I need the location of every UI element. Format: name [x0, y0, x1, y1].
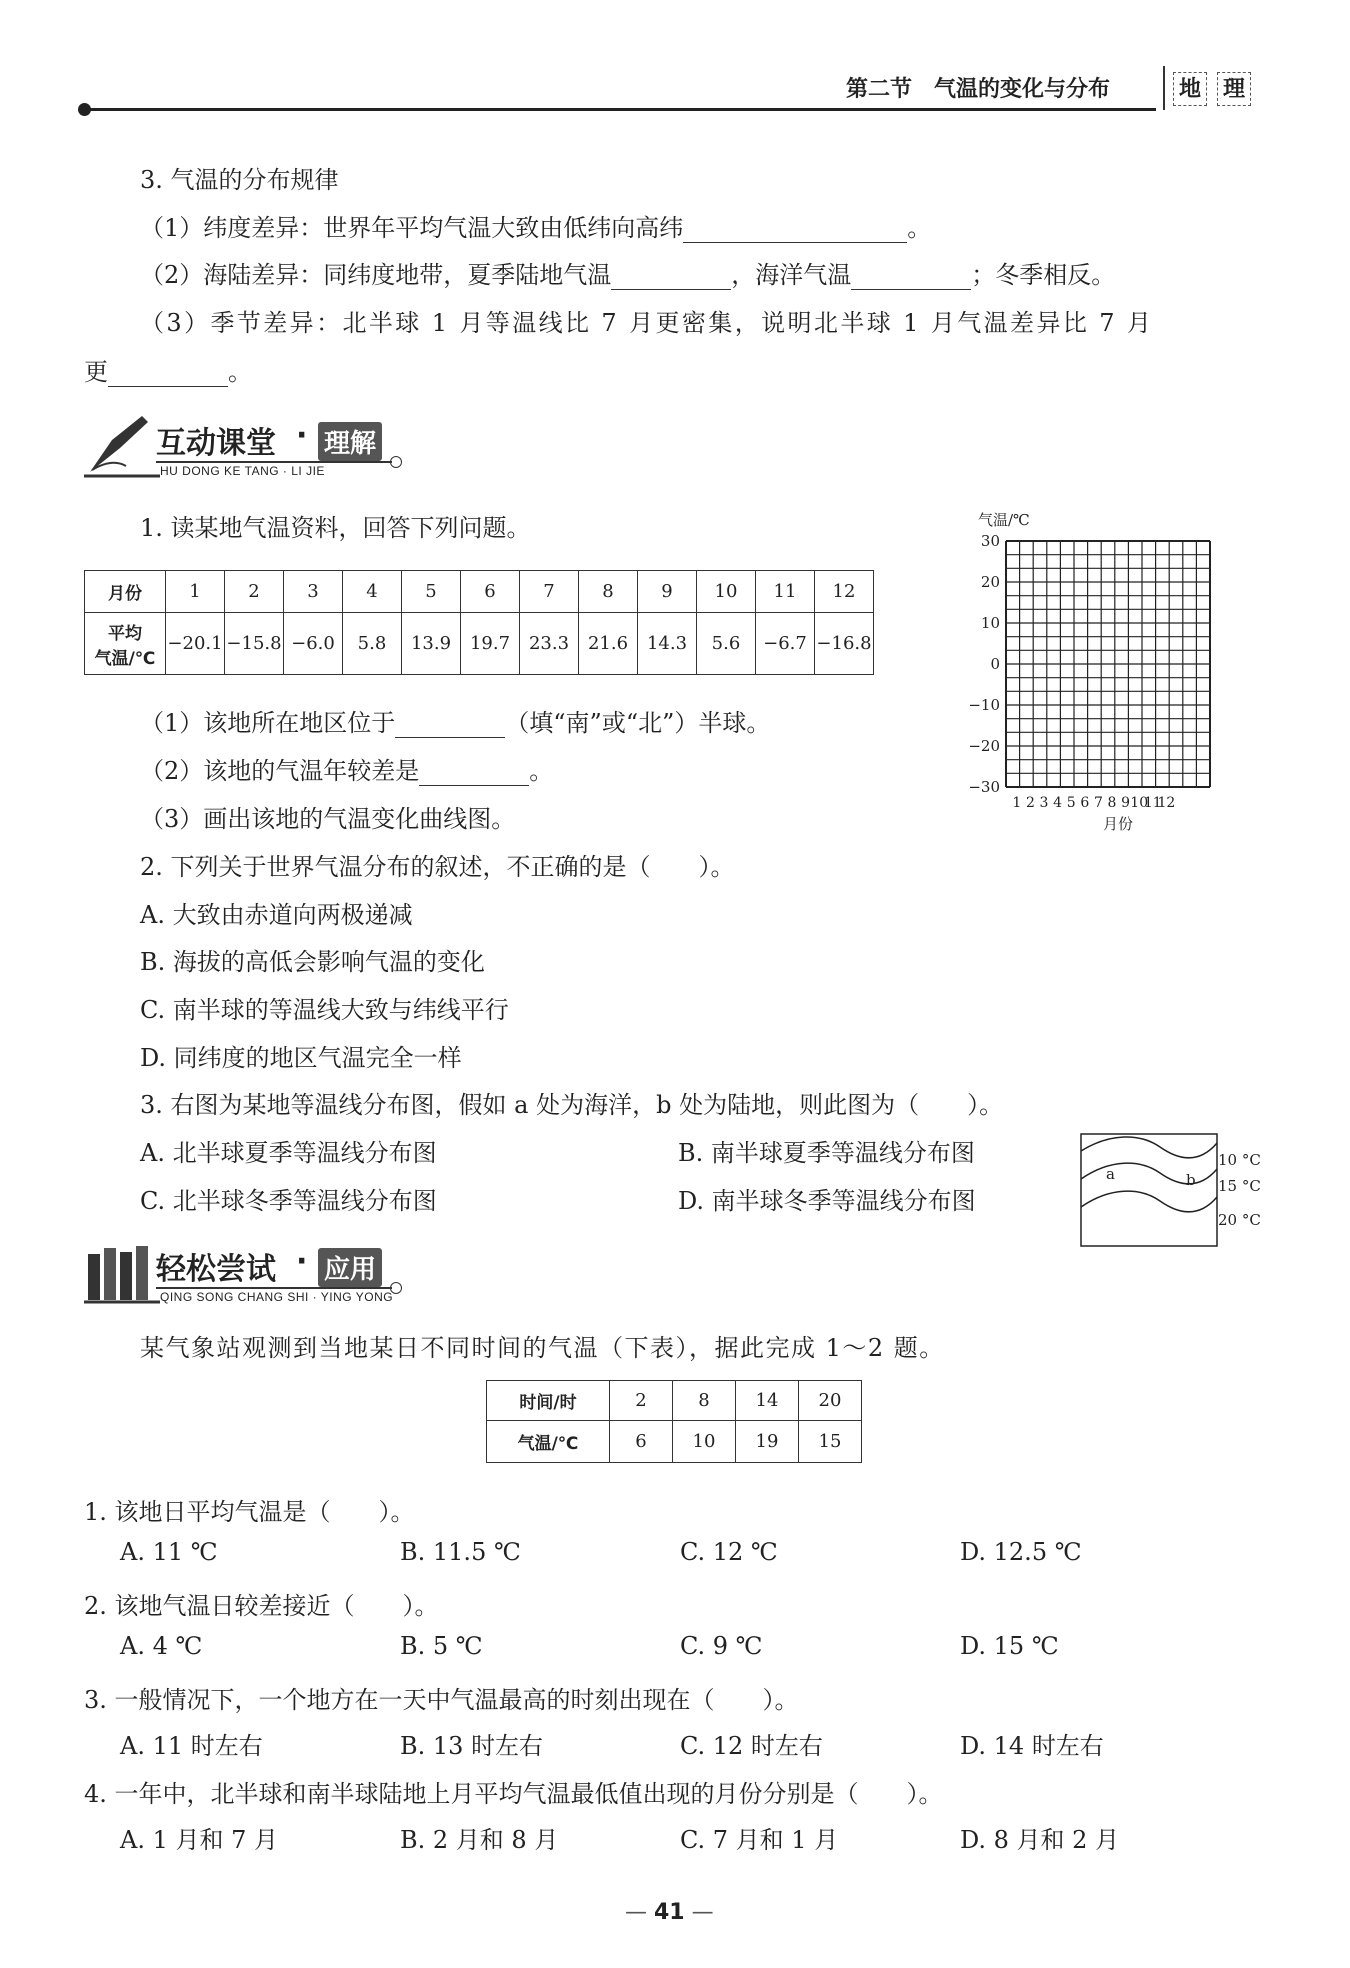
- section-title: 轻松尝试: [156, 1252, 276, 1287]
- x-tick-label: 8: [1107, 795, 1117, 811]
- x-tick-label: 9: [1121, 795, 1131, 811]
- table-cell-month: 11: [756, 571, 815, 613]
- table-header-time: 时间/时: [487, 1381, 610, 1421]
- table-cell-month: 6: [461, 571, 520, 613]
- y-tick-label: 20: [980, 573, 1000, 591]
- y-axis-label: 气温/℃: [978, 511, 1030, 529]
- table-cell-temp: −6.7: [756, 613, 815, 675]
- section-subtitle: QING SONG CHANG SHI · YING YONG: [160, 1290, 394, 1304]
- table-cell-month: 5: [402, 571, 461, 613]
- subject-box: [1163, 66, 1265, 110]
- q3-option-d[interactable]: D. 南半球冬季等温线分布图: [678, 1187, 976, 1215]
- table-cell-temp: 5.6: [697, 613, 756, 675]
- q3-stem: 3. 右图为某地等温线分布图，假如 a 处为海洋，b 处为陆地，则此图为（ ）。: [140, 1091, 1004, 1119]
- x-tick-label: 11: [1143, 795, 1162, 811]
- section-badge: 理解: [318, 422, 382, 461]
- table-cell-temp: −20.1: [166, 613, 225, 675]
- section-banner-practice: [82, 1236, 412, 1308]
- isotherm-figure: [1080, 1133, 1266, 1247]
- p4-option-c[interactable]: C. 7 月和 1 月: [680, 1826, 839, 1854]
- p2-stem: 2. 该地气温日较差接近（ ）。: [84, 1592, 439, 1620]
- point-a-label: a: [1106, 1165, 1115, 1183]
- intro-line-2: （2）海陆差异：同纬度地带，夏季陆地气温 ，海洋气温 ；冬季相反。: [140, 261, 1116, 289]
- table-cell-temp: 19: [736, 1421, 799, 1463]
- blank[interactable]: [851, 265, 971, 290]
- table-cell-temp: −6.0: [284, 613, 343, 675]
- y-tick-label: 30: [980, 532, 1000, 550]
- section-title: 互动课堂: [156, 426, 276, 461]
- y-tick-label: −20: [968, 737, 1000, 755]
- p4-option-d[interactable]: D. 8 月和 2 月: [960, 1826, 1120, 1854]
- blank[interactable]: [419, 761, 529, 786]
- p2-option-b[interactable]: B. 5 ℃: [400, 1632, 483, 1660]
- p4-option-b[interactable]: B. 2 月和 8 月: [400, 1826, 559, 1854]
- p2-option-a[interactable]: A. 4 ℃: [120, 1632, 203, 1660]
- page-number: — 41 —: [625, 1900, 714, 1925]
- x-tick-label: 7: [1093, 795, 1103, 811]
- table-cell-month: 7: [520, 571, 579, 613]
- q2-option-c[interactable]: C. 南半球的等温线大致与纬线平行: [140, 996, 509, 1024]
- p3-stem: 3. 一般情况下，一个地方在一天中气温最高的时刻出现在（ ）。: [84, 1686, 799, 1714]
- table-cell-temp: 14.3: [638, 613, 697, 675]
- table-cell-month: 12: [815, 571, 874, 613]
- q1-sub-1: （1）该地所在地区位于 （填“南”或“北”）半球。: [140, 709, 771, 737]
- table-cell-temp: 6: [610, 1421, 673, 1463]
- table-cell-month: 3: [284, 571, 343, 613]
- isotherm-label-10: 10 °C: [1218, 1151, 1261, 1169]
- temperature-grid-chart[interactable]: [960, 505, 1260, 835]
- intro-heading: 3. 气温的分布规律: [140, 166, 339, 194]
- daily-temperature-table: [486, 1380, 862, 1463]
- q1-sub-3: （3）画出该地的气温变化曲线图。: [140, 805, 516, 833]
- table-header-month: 月份: [85, 571, 166, 613]
- x-tick-label: 4: [1053, 795, 1063, 811]
- y-tick-label: 0: [990, 655, 1000, 673]
- y-tick-label: −10: [968, 696, 1000, 714]
- y-tick-label: −30: [968, 778, 1000, 796]
- table-cell-temp: 23.3: [520, 613, 579, 675]
- section-dot: ·: [296, 418, 308, 453]
- section-header: 第二节 气温的变化与分布: [846, 76, 1111, 102]
- section-badge: 应用: [318, 1248, 382, 1287]
- q2-option-a[interactable]: A. 大致由赤道向两极递减: [140, 901, 413, 929]
- isotherm-map: [1080, 1133, 1220, 1247]
- section-subtitle: HU DONG KE TANG · LI JIE: [160, 464, 325, 478]
- blank[interactable]: [683, 218, 907, 243]
- q2-stem: 2. 下列关于世界气温分布的叙述，不正确的是（ ）。: [140, 853, 735, 881]
- p1-option-c[interactable]: C. 12 ℃: [680, 1538, 778, 1566]
- p3-option-d[interactable]: D. 14 时左右: [960, 1732, 1104, 1760]
- table-cell-temp: −15.8: [225, 613, 284, 675]
- table-cell-month: 9: [638, 571, 697, 613]
- subject-char-2: 理: [1217, 72, 1251, 106]
- table-cell-month: 10: [697, 571, 756, 613]
- table-cell-temp: 13.9: [402, 613, 461, 675]
- x-tick-label: 3: [1039, 795, 1049, 811]
- table-cell-month: 4: [343, 571, 402, 613]
- blank[interactable]: [395, 713, 505, 738]
- pen-icon: [82, 410, 162, 482]
- table-header-temp: 平均 气温/℃: [85, 613, 166, 675]
- p3-option-b[interactable]: B. 13 时左右: [400, 1732, 544, 1760]
- table-cell-time: 8: [673, 1381, 736, 1421]
- q3-option-a[interactable]: A. 北半球夏季等温线分布图: [140, 1139, 437, 1167]
- subject-char-1: 地: [1173, 72, 1207, 106]
- intro-line-4: 更 。: [84, 358, 252, 386]
- practice-intro: 某气象站观测到当地某日不同时间的气温（下表），据此完成 1～2 题。: [140, 1334, 945, 1362]
- blank[interactable]: [108, 362, 228, 387]
- x-tick-label: 2: [1025, 795, 1035, 811]
- q1-sub-2: （2）该地的气温年较差是 。: [140, 757, 554, 785]
- x-tick-label: 10: [1130, 795, 1149, 811]
- intro-line-1: （1）纬度差异：世界年平均气温大致由低纬向高纬 。: [140, 214, 932, 242]
- blank[interactable]: [611, 265, 731, 290]
- q3-option-b[interactable]: B. 南半球夏季等温线分布图: [678, 1139, 975, 1167]
- x-tick-label: 1: [1012, 795, 1022, 811]
- table-header-temp: 气温/℃: [487, 1421, 610, 1463]
- p4-option-a[interactable]: A. 1 月和 7 月: [120, 1826, 279, 1854]
- x-tick-label: 12: [1157, 795, 1176, 811]
- section-underline: [156, 1287, 392, 1289]
- isotherm-label-20: 20 °C: [1218, 1211, 1261, 1229]
- y-tick-label: 10: [980, 614, 1000, 632]
- p3-option-c[interactable]: C. 12 时左右: [680, 1732, 823, 1760]
- p2-option-d[interactable]: D. 15 ℃: [960, 1632, 1059, 1660]
- isotherm-label-15: 15 °C: [1218, 1177, 1261, 1195]
- books-icon: [82, 1236, 162, 1308]
- table-cell-month: 8: [579, 571, 638, 613]
- table-cell-temp: 5.8: [343, 613, 402, 675]
- x-tick-label: 5: [1066, 795, 1076, 811]
- table-cell-month: 2: [225, 571, 284, 613]
- section-dot: ·: [296, 1244, 308, 1279]
- intro-line-3: （3）季节差异：北半球 1 月等温线比 7 月更密集，说明北半球 1 月气温差异比 7 月: [140, 309, 1154, 337]
- p1-option-b[interactable]: B. 11.5 ℃: [400, 1538, 521, 1566]
- q2-option-d[interactable]: D. 同纬度的地区气温完全一样: [140, 1044, 462, 1072]
- x-axis-label: 月份: [1102, 815, 1134, 833]
- x-tick-label: 6: [1080, 795, 1090, 811]
- table-cell-time: 20: [799, 1381, 862, 1421]
- section-underline-circle: [390, 1282, 402, 1294]
- header-rule: [84, 108, 1156, 111]
- table-cell-time: 2: [610, 1381, 673, 1421]
- section-underline: [156, 461, 392, 463]
- q3-option-c[interactable]: C. 北半球冬季等温线分布图: [140, 1187, 437, 1215]
- point-b-label: b: [1186, 1171, 1196, 1189]
- p1-stem: 1. 该地日平均气温是（ ）。: [84, 1498, 415, 1526]
- q1-stem: 1. 读某地气温资料，回答下列问题。: [140, 514, 531, 542]
- temperature-table: [84, 570, 874, 675]
- table-cell-temp: 10: [673, 1421, 736, 1463]
- q2-option-b[interactable]: B. 海拔的高低会影响气温的变化: [140, 948, 485, 976]
- p2-option-c[interactable]: C. 9 ℃: [680, 1632, 763, 1660]
- p1-option-a[interactable]: A. 11 ℃: [120, 1538, 218, 1566]
- table-cell-temp: 15: [799, 1421, 862, 1463]
- table-cell-temp: −16.8: [815, 613, 874, 675]
- p3-option-a[interactable]: A. 11 时左右: [120, 1732, 263, 1760]
- table-cell-temp: 21.6: [579, 613, 638, 675]
- table-cell-time: 14: [736, 1381, 799, 1421]
- header-rule-dot: [78, 103, 91, 116]
- section-underline-circle: [390, 456, 402, 468]
- table-cell-month: 1: [166, 571, 225, 613]
- p1-option-d[interactable]: D. 12.5 ℃: [960, 1538, 1082, 1566]
- table-cell-temp: 19.7: [461, 613, 520, 675]
- section-banner-interactive: [82, 410, 402, 482]
- p4-stem: 4. 一年中，北半球和南半球陆地上月平均气温最低值出现的月份分别是（ ）。: [84, 1780, 943, 1808]
